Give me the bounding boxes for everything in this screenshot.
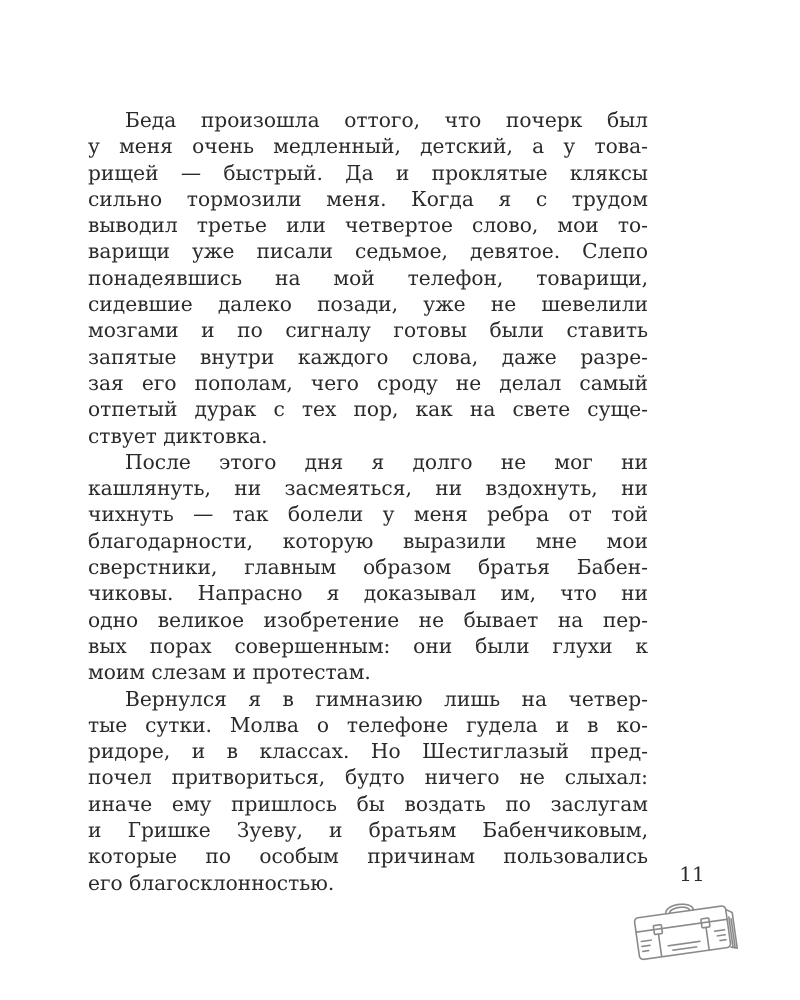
paragraph [88, 686, 648, 896]
text-line: сверстники, главным образом братья Бабен- [88, 555, 648, 580]
text-line: кашлянуть, ни засмеяться, ни вздохнуть, ни [88, 476, 648, 501]
text-line: выводил третье или четвертое слово, мои то- [88, 213, 648, 238]
paragraph [88, 107, 648, 449]
text-line: сильно тормозили меня. Когда я с трудом [88, 186, 648, 211]
text-line: одно великое изобретение не бывает на пер- [88, 607, 648, 632]
text-line: благодарности, которую выразили мне мои [88, 528, 648, 553]
text-line: рищей — быстрый. Да и проклятые кляксы [88, 160, 648, 185]
paragraph [88, 449, 648, 686]
text-line: тые сутки. Молва о телефоне гудела и в ко- [88, 712, 648, 737]
text-line: варищи уже писали седьмое, девятое. Слепо [88, 239, 648, 264]
text-line: ридоре, и в классах. Но Шестиглазый пред- [88, 739, 648, 764]
text-line: чиковы. Напрасно я доказывал им, что ни [88, 581, 648, 606]
text-line: зая его пополам, чего сроду не делал самый [88, 370, 648, 395]
text-line: Беда произошла оттого, что почерк был [125, 108, 648, 132]
body-text [88, 107, 648, 896]
text-line: моим слезам и протестам. [88, 660, 371, 685]
text-line: почел притвориться, будто ничего не слыхал: [88, 765, 648, 790]
text-line: мозгами и по сигналу готовы были ставить [88, 318, 648, 343]
text-line: После этого дня я долго не мог ни [125, 449, 648, 474]
text-line: которые по особым причинам пользовались [88, 844, 648, 869]
text-line: запятые внутри каждого слова, даже разре- [88, 344, 648, 369]
briefcase-icon [620, 884, 740, 969]
text-line: сидевшие далеко позади, уже не шевелили [88, 292, 648, 317]
page-number: 11 [679, 862, 705, 886]
text-line: и Гришке Зуеву, и братьям Бабенчиковым, [88, 818, 648, 843]
text-line: чихнуть — так болели у меня ребра от той [88, 502, 648, 527]
text-line: ствует диктовка. [88, 423, 268, 448]
text-line: у меня очень медленный, детский, а у това- [88, 134, 648, 159]
text-line: вых порах совершенным: они были глухи к [88, 633, 648, 658]
text-line: его благосклонностью. [88, 870, 335, 895]
text-line: Вернулся я в гимназию лишь на четвер- [125, 686, 648, 711]
text-line: отпетый дурак с тех пор, как на свете суще- [88, 397, 648, 422]
text-line: понадеявшись на мой телефон, товарищи, [88, 265, 648, 290]
text-line: иначе ему пришлось бы воздать по заслугам [88, 791, 648, 816]
